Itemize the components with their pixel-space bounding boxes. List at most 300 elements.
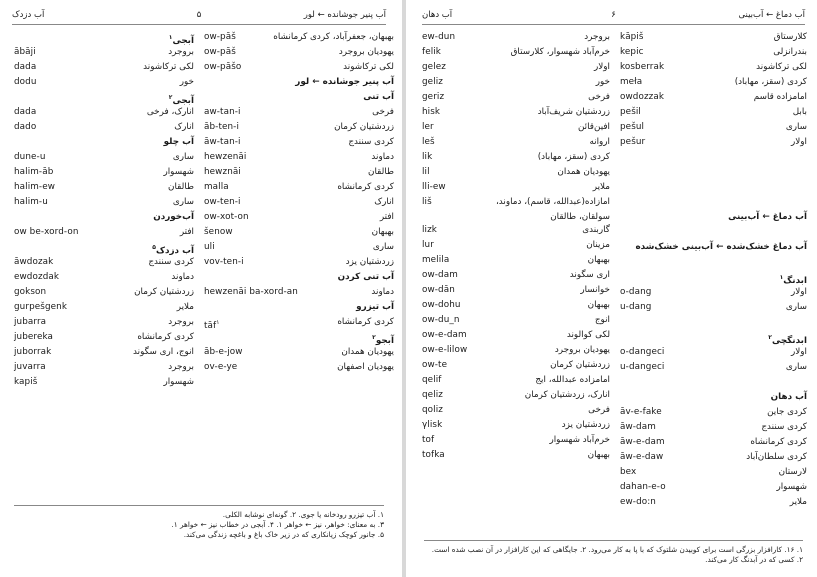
dialect-word: lli-ew [422,182,446,192]
dialect-word: halim-ew [14,182,56,192]
dialect-place: کردی کرمانشاه [137,332,194,342]
dialect-place: بروجرد [168,362,194,372]
dialect-place: اولار [791,347,807,357]
dialect-word: ow-dohu [422,300,461,310]
dialect-row [616,480,811,495]
dialect-word: ow-xot-on [204,212,249,222]
footnote-marker: ۲ [168,94,173,101]
dialect-place: انارک، زردشتیان کرمان [524,390,610,400]
dialect-word: ow-pāšo [204,62,242,72]
dialect-word: ow-e-dam [422,330,467,340]
dialect-word: hewzenāi ba-xord-an [204,287,298,297]
dialect-row [616,435,811,450]
book-gutter [402,0,406,577]
dialect-word: halim-āb [14,167,54,177]
footnote-marker: ۲ [768,334,772,341]
dialect-row [616,105,811,120]
dialect-word: geriz [422,92,445,102]
dialect-row [616,135,811,150]
dialect-place: ساری [372,242,394,252]
entry-heading [10,240,198,255]
dialect-word: felik [422,47,441,57]
dialect-place: ملایر [592,182,610,192]
dialect-row [200,30,398,45]
spacer-row [616,315,811,330]
dialect-word: u-dang [620,302,652,312]
dialect-place: بروجرد [168,317,194,327]
dialect-place: اولار [791,137,807,147]
dialect-word: āv-e-fake [620,407,662,417]
dialect-place: فرخی [372,107,394,117]
dialect-place: اولار [594,62,610,72]
dialect-row [10,225,198,240]
dialect-place: بهبهان [371,227,394,237]
dialect-row [418,165,614,180]
spacer-row [616,225,811,240]
spacer-row [616,180,811,195]
dialect-place: خور [595,77,610,87]
dialect-row [200,225,398,240]
page-number: ۵ [196,10,202,20]
dialect-row [616,60,811,75]
dialect-place: کردی کرمانشاه [337,182,394,192]
right-column [200,30,398,375]
entry-heading [200,90,398,105]
dialect-word: gelez [422,62,446,72]
dialect-word: ow-ten-i [204,197,241,207]
footnote: ۳. به معنای: خواهر، نیز ← خواهر ۱. ۴. آبجی در خطاب نیز ← خواهر ۱. [171,520,384,529]
dialect-place: فرخی [588,405,610,415]
footnote-marker: ۱ [216,319,220,326]
entry-title: آب تنی کردن [337,272,394,282]
dialect-word: ow-pāš [204,47,236,57]
dialect-row [418,418,614,433]
dialect-row [418,343,614,358]
entry-heading [10,210,198,225]
footnote-marker: ۵ [152,244,156,251]
entry-title: ابدنگ$^۱$ [779,274,807,286]
dialect-word: lizk [422,225,437,235]
dialect-row [418,135,614,150]
dialect-place: ساری [785,302,807,312]
dialect-word: dune-u [14,152,46,162]
footnotes [424,540,803,565]
dialect-word: lik [422,152,433,162]
dialect-row [616,30,811,45]
dialect-row [418,45,614,60]
dialect-place: افتر [379,212,394,222]
dialect-word: meła [620,77,643,87]
dialect-word: γlisk [422,420,443,430]
dialect-word: kepic [620,47,644,57]
dialect-row [10,300,198,315]
dialect-row [418,60,614,75]
dialect-place: زردشتیان کرمان [334,122,394,132]
dialect-row [200,45,398,60]
dialect-place: انارک [374,197,394,207]
spacer-row [616,195,811,210]
dialect-place: ملایر [176,302,194,312]
dialect-row [10,45,198,60]
header-entry-range: آب دماغ ← آب‌بینی [738,10,805,20]
dialect-word: geliz [422,77,444,87]
entry-heading [10,90,198,105]
dialect-row [616,285,811,300]
dialect-place: کردی کرمانشاه [750,437,807,447]
dialect-row [616,345,811,360]
dialect-place: زردشتیان یزد [345,257,394,267]
dialect-word: hewznāi [204,167,241,177]
dialect-row [10,285,198,300]
dialect-row [616,405,811,420]
dialect-word: āw-dam [620,422,656,432]
footnote-marker: ۱ [779,274,784,281]
dialect-word: qelif [422,375,442,385]
dialect-word: ov-e-ye [204,362,238,372]
dialect-place: شهسوار [776,482,807,492]
entry-title: آبجو$^۲$ [372,334,394,346]
dialect-row [200,285,398,300]
dialect-place: کردی (سقز، مهاباد) [734,77,807,87]
dialect-place: طالقان [368,167,394,177]
dialect-place: بهبهان [587,300,610,310]
dialect-row [10,330,198,345]
dialect-row [10,150,198,165]
dialect-place: یهودیان بروجرد [554,345,610,355]
dialect-row [616,450,811,465]
dialect-place: کردی سنندج [148,257,194,267]
header-last-entry: آب دهان [422,10,453,20]
dialect-word: hisk [422,107,441,117]
dialect-place: افین‌قائن [577,122,610,132]
entry-title: آبجی$^۲$ [168,94,194,106]
dialect-word: gurpešgenk [14,302,68,312]
dialect-word: melila [422,255,450,265]
dialect-row [200,240,398,255]
dialect-word: āw-tan-i [204,137,241,147]
dialect-word: gokson [14,287,47,297]
dialect-row [200,195,398,210]
dialect-row [10,360,198,375]
dialect-place: بهبهان [587,450,610,460]
footnote-marker: ۲ [372,334,376,341]
dialect-word: dado [14,122,37,132]
dialect-row [418,388,614,403]
dialect-row [616,420,811,435]
dialect-row [418,358,614,373]
dialect-place: افتر [179,227,194,237]
dialect-place: انارک [174,122,194,132]
dialect-place: زردشتیان شریف‌آباد [537,107,610,117]
dialect-place: ساری [785,122,807,132]
dialect-row [418,403,614,418]
dialect-row [10,315,198,330]
dialect-word: o-dang [620,287,652,297]
dialect-place: دماوند [171,272,194,282]
dialect-place: بروجرد [168,47,194,57]
dialect-row [200,360,398,375]
dialect-place: ساری [172,197,194,207]
dialect-word: āw-e-daw [620,452,664,462]
dialect-place: کردی کرمانشاه [337,317,394,327]
dialect-place: کردی (سقز، مهاباد) [537,152,610,162]
dialect-place: امازاده(عبدالله، قاسم)، دماوند، [495,197,610,207]
dialect-place: دماوند [371,152,394,162]
entry-title: آب‌خوردن [153,212,194,222]
dialect-row [418,238,614,253]
entry-title: آب دماغ ← آب‌بینی [728,212,807,222]
dialect-word: pešur [620,137,646,147]
dialect-place: خور [179,77,194,87]
dialect-word: kapiš [14,377,38,387]
dialect-word: ew-dun [422,32,456,42]
entry-heading [10,30,198,45]
dialect-place: امامزاده عبدالله، ایج [535,375,610,385]
dialect-place: بهبهان، جعفرآباد، کردی کرمانشاه [273,32,394,42]
header-entry-range: آب پنیر جوشانده ← لور [303,10,386,20]
dialect-word: hewzenāi [204,152,247,162]
dialect-row [10,120,198,135]
dialect-place: خوانسار [580,285,610,295]
dialect-word: lur [422,240,434,250]
dialect-row [200,105,398,120]
entry-title: آب دماغ خشک‌شده ← آب‌بینی خشک‌شده [635,242,807,252]
dialect-word: liš [422,197,432,207]
dialect-word: juborrak [14,347,52,357]
footnote: ۲. کسی که در آبدنگ کار می‌کند. [705,555,803,564]
dialect-row [418,210,614,223]
dialect-row [418,328,614,343]
entry-heading [200,270,398,285]
entry-title: آب دزدک$^۵$ [152,244,194,256]
dialect-row [10,165,198,180]
dialect-word: ler [422,122,434,132]
left-column [10,30,198,390]
dialect-row [10,60,198,75]
dialect-word: tofka [422,450,445,460]
dialect-word: qeliz [422,390,444,400]
dialect-place: بابل [792,107,807,117]
dialect-place: کردی جاین [767,407,807,417]
header-last-entry: آب دزدک [12,10,45,20]
footnote: ۱. ۱۶. کارافزار بزرگی است برای کوبیدن شلتوک که با پا به کار می‌رود. ۲. جایگاهی که این کارافزار در آن نصب شده است. [431,545,803,554]
dialect-row [616,45,811,60]
dialect-row [418,448,614,463]
entry-heading [616,240,811,255]
dialect-row [418,283,614,298]
entry-heading [616,270,811,285]
dialect-place: ساری [785,362,807,372]
page-header [12,8,386,25]
dialect-row [200,120,398,135]
entry-title: آب چلو [163,137,194,147]
dialect-row [418,313,614,328]
dialect-place: کردی سنندج [761,422,807,432]
dialect-place: لکی ترکاشوند [143,62,194,72]
dialect-row [10,255,198,270]
dialect-place: ساری [172,152,194,162]
dialect-row [200,315,398,330]
dialect-word: ewdozdak [14,272,60,282]
entry-heading [616,210,811,225]
spacer-row [616,375,811,390]
dialect-word: tof [422,435,435,445]
spacer-row [616,255,811,270]
entry-heading [200,300,398,315]
dialect-place: اولار [791,287,807,297]
dialect-word: ābāji [14,47,36,57]
dialect-word: aw-tan-i [204,107,241,117]
dialect-word: owdozzak [620,92,665,102]
dialect-place: بندرانزلی [773,47,807,57]
dialect-word: lil [422,167,430,177]
dialect-word: jubarra [14,317,47,327]
dialect-place: بروجرد [584,32,610,42]
dialect-word: uli [204,242,215,252]
dialect-word: pešul [620,122,645,132]
dialect-word: dada [14,62,37,72]
dialect-word: kāpiš [620,32,644,42]
dialect-place: بهبهان [587,255,610,265]
dialect-row [200,60,398,75]
dialect-row [10,105,198,120]
dialect-word: tāf$^۱$ [204,319,220,331]
dialect-place: کردی سنندج [348,137,394,147]
dialect-place: شهسوار [163,167,194,177]
dialect-row [10,270,198,285]
dialect-place: فرخی [588,92,610,102]
footnote-marker: ۱ [168,34,173,41]
dialect-row [418,268,614,283]
dialect-place: شهسوار [163,377,194,387]
dialect-word: āwdozak [14,257,54,267]
dialect-place: انوج [594,315,610,325]
dialect-word: ow-dam [422,270,458,280]
dialect-place: اروانه [589,137,610,147]
dialect-row [200,255,398,270]
dialect-place: زردشتیان یزد [561,420,610,430]
dialect-place: یهودیان بروجرد [338,47,394,57]
dialect-row [418,373,614,388]
dialect-place: خرم‌آباد شهسوار، کلارستاق [510,47,610,57]
entry-title: ابدنگچی$^۲$ [768,334,807,346]
dialect-word: o-dangeci [620,347,665,357]
dialect-place: دماوند [371,287,394,297]
dialect-row [616,300,811,315]
dialect-row [616,465,811,480]
dialect-place: طالقان [168,182,194,192]
dialect-word: pešil [620,107,641,117]
dialect-row [616,90,811,105]
dialect-row [418,105,614,120]
entry-title: آبجی$^۱$ [168,34,194,46]
dialect-place: لکی کوالوند [566,330,610,340]
dialect-word: u-dangeci [620,362,665,372]
dialect-row [418,223,614,238]
dialect-row [418,120,614,135]
dialect-word: ow-e-lilow [422,345,468,355]
entry-title: آب تنی [363,92,394,102]
dialect-row [418,253,614,268]
footnotes [14,505,384,540]
spacer-row [616,165,811,180]
dialect-word: halim-u [14,197,48,207]
dialect-row [10,195,198,210]
dialect-word: āb-e-jow [204,347,243,357]
dialect-word: ow be-xord-on [14,227,79,237]
dialect-word: jubereka [14,332,53,342]
dialect-place: لکی ترکاشوند [343,62,394,72]
dialect-word: āb-ten-i [204,122,240,132]
entry-heading [616,330,811,345]
dialect-place: گاربندی [582,225,610,235]
dialect-row [418,298,614,313]
dialect-word: ow-pāš [204,32,236,42]
dialect-place: کلارستاق [773,32,807,42]
dialect-word: bex [620,467,637,477]
dialect-row [418,150,614,165]
dialect-row [616,495,811,510]
dialect-place: یهودیان همدان [557,167,610,177]
dialect-place: مزینان [586,240,610,250]
dialect-place: یهودیان اصفهان [337,362,394,372]
dialect-word: dada [14,107,37,117]
dialect-row [418,30,614,45]
dialect-row [616,120,811,135]
footnote: ۵. جانور کوچک زیانکاری که در زیر خاک باغ و باغچه زندگی می‌کند. [183,530,384,539]
spacer-row [616,150,811,165]
dialect-word: āw-e-dam [620,437,665,447]
dialect-word: dahan-e-o [620,482,666,492]
dialect-word: ow-te [422,360,448,370]
right-page [410,0,817,577]
dialect-row [418,180,614,195]
dialect-place: کردی سلطان‌آباد [746,452,807,462]
dialect-row [200,165,398,180]
dialect-word: leš [422,137,435,147]
page-number: ۶ [611,10,616,20]
entry-heading [200,330,398,345]
footnote: ۱. آب تیزرو رودخانه یا جوی. ۲. گونه‌ای نوشابه الکلی. [222,510,384,519]
dialect-word: šenow [204,227,233,237]
left-page [0,0,398,577]
dialect-word: dodu [14,77,37,87]
dialect-place: زردشتیان کرمان [134,287,194,297]
dialect-row [10,180,198,195]
dialect-row [200,180,398,195]
dialect-word: ew-do:n [620,497,656,507]
dialect-place: انارک، فرخی [146,107,194,117]
dialect-row [418,90,614,105]
dialect-word: vov-ten-i [204,257,244,267]
right-column [616,30,811,510]
left-column [418,30,614,463]
dialect-place: زردشتیان کرمان [550,360,610,370]
dialect-row [418,75,614,90]
dialect-word: juvarra [14,362,46,372]
dialect-word: qoliz [422,405,443,415]
dialect-row [10,75,198,90]
dialect-word: kosberrak [620,62,665,72]
entry-title: آب پنیر جوشانده ← لور [295,77,394,87]
dialect-row [616,360,811,375]
dialect-row [10,345,198,360]
dialect-row [200,135,398,150]
dialect-place: انوج، اری سگوند [133,347,194,357]
dialect-row [418,433,614,448]
dialect-row [200,150,398,165]
dialect-place: سولقان، طالقان [550,212,610,222]
